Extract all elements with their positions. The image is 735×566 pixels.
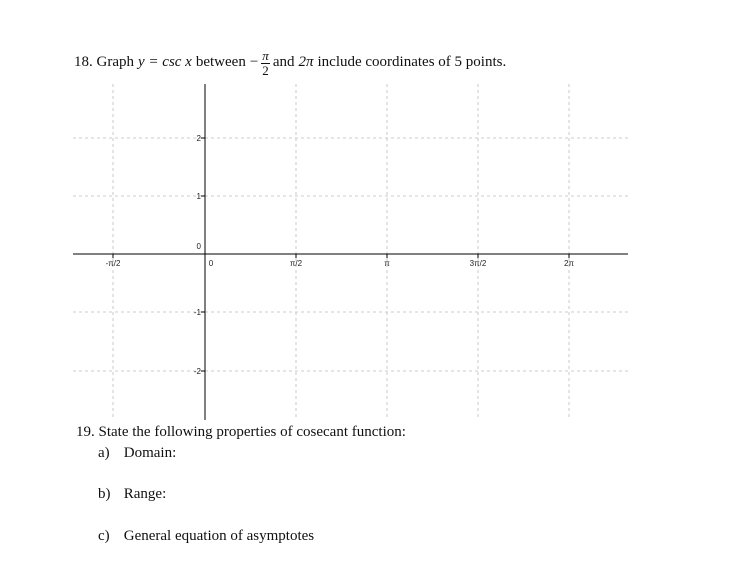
x-tick-label: π bbox=[384, 259, 390, 268]
q18-neg-sign: − bbox=[249, 54, 259, 70]
y-tick-label: -2 bbox=[193, 367, 201, 376]
x-tick-label: 3π/2 bbox=[469, 259, 487, 268]
q19-item-domain bbox=[98, 445, 176, 462]
q19-item-asymptotes bbox=[98, 528, 314, 545]
q18-suffix: include coordinates of 5 points. bbox=[317, 54, 507, 70]
y-tick-label: -1 bbox=[193, 308, 201, 317]
question-19: 19. State the following properties of cosecant function: bbox=[76, 424, 406, 440]
q19-item-text: General equation of asymptotes bbox=[123, 528, 315, 544]
q18-between: between bbox=[195, 54, 246, 70]
q18-frac-num: π bbox=[262, 48, 269, 63]
x-tick-label: 0 bbox=[208, 259, 214, 268]
x-tick-label: 2π bbox=[564, 259, 574, 268]
y-tick-label: 2 bbox=[196, 134, 201, 143]
y-tick-label: 1 bbox=[196, 192, 201, 201]
tick-labels bbox=[106, 134, 575, 376]
q19-item-label: c) bbox=[98, 528, 110, 544]
q18-prefix: 18. Graph bbox=[74, 54, 134, 70]
x-tick-label: -π/2 bbox=[105, 259, 121, 268]
axes bbox=[73, 84, 628, 420]
y-tick-label: 0 bbox=[196, 242, 201, 251]
grid-lines bbox=[73, 84, 628, 420]
q18-and: and bbox=[272, 54, 295, 70]
q19-item-label: a) bbox=[98, 445, 110, 461]
q19-item-text: Range: bbox=[123, 486, 167, 502]
x-tick-label: π/2 bbox=[289, 259, 303, 268]
q19-item-text: Domain: bbox=[123, 445, 177, 461]
q18-upper: 2π bbox=[298, 54, 314, 70]
q18-function: y = csc x bbox=[138, 54, 192, 70]
q18-frac-den: 2 bbox=[262, 63, 269, 78]
q19-item-range bbox=[98, 486, 166, 503]
q19-item-label: b) bbox=[98, 486, 111, 502]
